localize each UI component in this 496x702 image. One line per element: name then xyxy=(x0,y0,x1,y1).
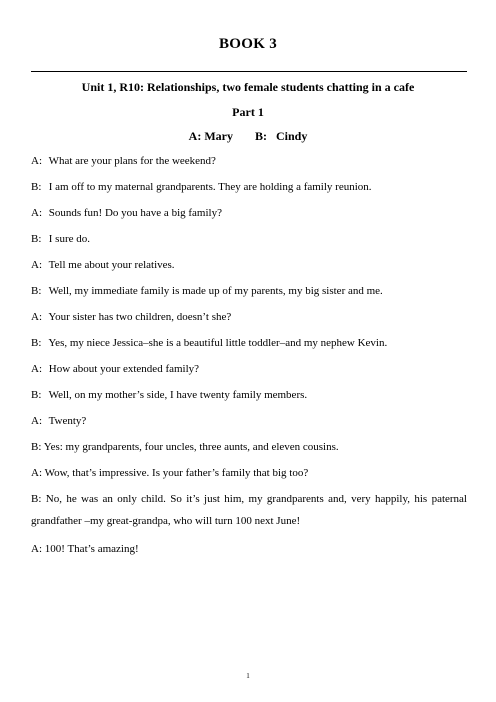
dialogue-text: Your sister has two children, doesn’t she? xyxy=(48,311,232,323)
dialogue-speaker: B: xyxy=(31,181,42,193)
dialogue-speaker: B: xyxy=(31,285,42,297)
dialogue-line xyxy=(31,384,467,406)
dialogue-speaker: A: xyxy=(31,259,42,271)
dialogue-line xyxy=(31,436,467,458)
dialogue-speaker: A: xyxy=(31,467,42,479)
dialogue-line xyxy=(31,538,467,560)
speaker-legend xyxy=(0,129,496,144)
dialogue-text: How about your extended family? xyxy=(48,363,200,375)
dialogue-speaker: A: xyxy=(31,311,42,323)
dialogue-line xyxy=(31,280,467,302)
dialogue-speaker: B: xyxy=(31,337,42,349)
dialogue-text: I sure do. xyxy=(48,233,90,245)
speaker-b: B: xyxy=(254,129,267,143)
dialogue-text: No, he was an only child. So it’s just him, my grandparents and, very happily, his paternal grandfather –my great-grandpa, who will turn 100 next June! xyxy=(31,493,467,527)
dialogue-line xyxy=(31,332,467,354)
dialogue-line xyxy=(31,228,467,250)
dialogue-speaker: B: xyxy=(31,233,42,245)
dialogue-speaker: A: xyxy=(31,155,42,167)
dialogue-text: Well, on my mother’s side, I have twenty family members. xyxy=(48,389,308,401)
dialogue-text: Twenty? xyxy=(48,415,87,427)
dialogue-line xyxy=(31,358,467,380)
unit-title: Unit 1, R10: Relationships, two female students chatting in a cafe xyxy=(81,80,415,94)
dialogue-line xyxy=(31,462,467,484)
dialogue-text: What are your plans for the weekend? xyxy=(48,155,216,167)
dialogue-line xyxy=(31,176,467,198)
dialogue-text: Tell me about your relatives. xyxy=(48,259,175,271)
dialogue-text: Yes: my grandparents, four uncles, three aunts, and eleven cousins. xyxy=(43,441,339,453)
dialogue-text: Wow, that’s impressive. Is your father’s family that big too? xyxy=(44,467,309,479)
dialogue-text: Sounds fun! Do you have a big family? xyxy=(48,207,222,219)
dialogue-speaker: B: xyxy=(31,493,42,505)
dialogue-text: I am off to my maternal grandparents. They are holding a family reunion. xyxy=(48,181,372,193)
dialogue-speaker: A: xyxy=(31,543,42,555)
dialogue-line xyxy=(31,254,467,276)
dialogue-line xyxy=(31,306,467,328)
dialogue-text: Yes, my niece Jessica–she is a beautiful little toddler–and my nephew Kevin. xyxy=(48,337,388,349)
dialogue-line xyxy=(31,150,467,172)
book-title: BOOK 3 xyxy=(218,36,278,52)
speaker-a: A: Mary xyxy=(188,129,233,143)
dialogue-line xyxy=(31,488,467,532)
dialogue-speaker: B: xyxy=(31,389,42,401)
dialogue-line xyxy=(31,410,467,432)
page-number: 1 xyxy=(246,672,250,680)
part-title: Part 1 xyxy=(232,105,264,119)
speaker-b-name: Cindy xyxy=(275,129,308,143)
dialogue-speaker: A: xyxy=(31,415,42,427)
header-rule xyxy=(31,71,467,72)
dialogue-line xyxy=(31,202,467,224)
dialogue-text: Well, my immediate family is made up of my parents, my big sister and me. xyxy=(48,285,383,297)
dialogue-speaker: B: xyxy=(31,441,42,453)
dialogue-text: 100! That’s amazing! xyxy=(44,543,139,555)
dialogue-speaker: A: xyxy=(31,363,42,375)
dialogue-speaker: A: xyxy=(31,207,42,219)
